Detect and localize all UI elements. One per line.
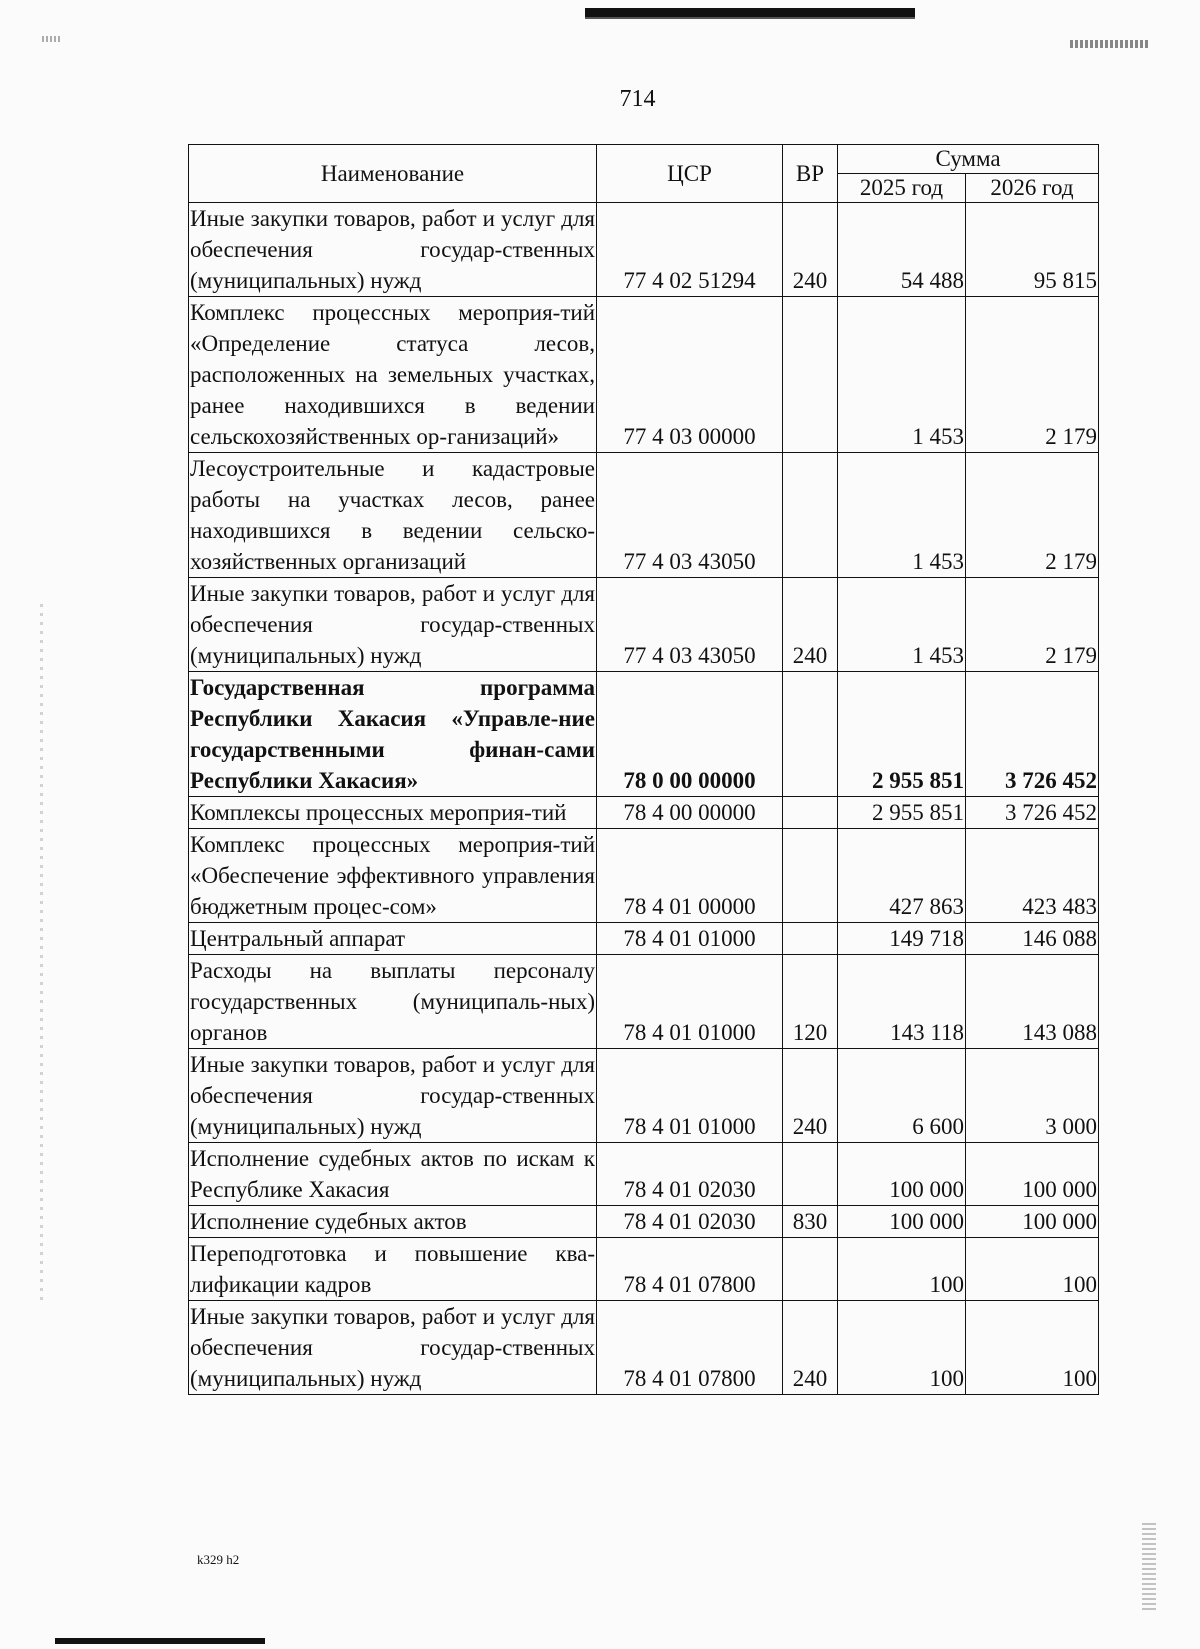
- cell-vr: 830: [783, 1206, 838, 1238]
- table-row: [189, 1143, 1099, 1206]
- table-row: [189, 672, 1099, 797]
- cell-csr: 78 4 01 01000: [597, 955, 783, 1049]
- header-row-top: [189, 145, 1099, 174]
- cell-vr: [783, 453, 838, 578]
- cell-name: Комплекс процессных мероприя-тий «Обеспечение эффективного управления бюджетным процес-сом»: [189, 829, 597, 923]
- header-vr: ВР: [783, 145, 838, 203]
- scan-artifact-left-edge: [40, 600, 43, 1300]
- cell-csr: 78 4 01 01000: [597, 1049, 783, 1143]
- scan-bottom-bar: [55, 1638, 265, 1644]
- scan-artifact-right-edge: [1142, 1520, 1156, 1610]
- cell-csr: 78 4 01 07800: [597, 1238, 783, 1301]
- cell-name: Переподготовка и повышение ква-лификации кадров: [189, 1238, 597, 1301]
- cell-name: Исполнение судебных актов по искам к Республике Хакасия: [189, 1143, 597, 1206]
- cell-csr: 78 4 01 00000: [597, 829, 783, 923]
- page-number: 714: [619, 86, 656, 112]
- table-row: [189, 453, 1099, 578]
- cell-vr: 240: [783, 203, 838, 297]
- cell-sum-2026: 423 483: [966, 829, 1099, 923]
- cell-sum-2026: 3 000: [966, 1049, 1099, 1143]
- cell-name: Исполнение судебных актов: [189, 1206, 597, 1238]
- cell-sum-2025: 143 118: [838, 955, 966, 1049]
- table-row: [189, 578, 1099, 672]
- table-body: [189, 203, 1099, 1395]
- cell-sum-2025: 2 955 851: [838, 797, 966, 829]
- cell-csr: 78 4 01 02030: [597, 1143, 783, 1206]
- cell-vr: [783, 829, 838, 923]
- cell-name: Иные закупки товаров, работ и услуг для обеспечения государ-ственных (муниципальных) нужд: [189, 1301, 597, 1395]
- header-name: Наименование: [189, 145, 597, 203]
- cell-name: Центральный аппарат: [189, 923, 597, 955]
- table-header: [189, 145, 1099, 203]
- cell-name: Расходы на выплаты персоналу государственных (муниципаль-ных) органов: [189, 955, 597, 1049]
- cell-sum-2025: 100: [838, 1301, 966, 1395]
- cell-csr: 78 4 01 01000: [597, 923, 783, 955]
- scan-top-bar: [585, 8, 915, 17]
- cell-vr: 240: [783, 578, 838, 672]
- cell-csr: 78 0 00 00000: [597, 672, 783, 797]
- cell-vr: [783, 797, 838, 829]
- header-year-2025: 2025 год: [838, 174, 966, 203]
- cell-sum-2025: 54 488: [838, 203, 966, 297]
- cell-vr: [783, 1143, 838, 1206]
- table-row: [189, 955, 1099, 1049]
- cell-name: Государственная программа Республики Хакасия «Управле-ние государственными финан-сами Республики Хакасия»: [189, 672, 597, 797]
- table-row: [189, 1049, 1099, 1143]
- header-year-2026: 2026 год: [966, 174, 1099, 203]
- table-row: [189, 1301, 1099, 1395]
- cell-csr: 78 4 00 00000: [597, 797, 783, 829]
- cell-vr: [783, 297, 838, 453]
- cell-csr: 77 4 03 00000: [597, 297, 783, 453]
- cell-sum-2025: 100 000: [838, 1206, 966, 1238]
- table-row: [189, 1238, 1099, 1301]
- cell-sum-2026: 3 726 452: [966, 672, 1099, 797]
- cell-sum-2025: 427 863: [838, 829, 966, 923]
- table-row: [189, 297, 1099, 453]
- cell-vr: [783, 672, 838, 797]
- cell-csr: 77 4 03 43050: [597, 453, 783, 578]
- cell-vr: 120: [783, 955, 838, 1049]
- cell-csr: 77 4 02 51294: [597, 203, 783, 297]
- scan-artifact-top-left: [42, 36, 60, 42]
- cell-sum-2026: 100: [966, 1301, 1099, 1395]
- table-row: [189, 797, 1099, 829]
- cell-sum-2026: 2 179: [966, 453, 1099, 578]
- cell-sum-2025: 1 453: [838, 578, 966, 672]
- cell-name: Иные закупки товаров, работ и услуг для обеспечения государ-ственных (муниципальных) нужд: [189, 578, 597, 672]
- cell-csr: 78 4 01 02030: [597, 1206, 783, 1238]
- scan-artifact-top-right: [1070, 40, 1150, 48]
- cell-sum-2025: 149 718: [838, 923, 966, 955]
- cell-csr: 77 4 03 43050: [597, 578, 783, 672]
- cell-vr: [783, 923, 838, 955]
- header-sum: Сумма: [838, 145, 1099, 174]
- cell-sum-2026: 100: [966, 1238, 1099, 1301]
- cell-csr: 78 4 01 07800: [597, 1301, 783, 1395]
- cell-sum-2025: 100 000: [838, 1143, 966, 1206]
- cell-sum-2026: 2 179: [966, 297, 1099, 453]
- cell-sum-2025: 100: [838, 1238, 966, 1301]
- cell-sum-2026: 3 726 452: [966, 797, 1099, 829]
- cell-name: Иные закупки товаров, работ и услуг для обеспечения государ-ственных (муниципальных) нужд: [189, 1049, 597, 1143]
- table-row: [189, 203, 1099, 297]
- cell-sum-2025: 1 453: [838, 453, 966, 578]
- table-row: [189, 1206, 1099, 1238]
- cell-name: Иные закупки товаров, работ и услуг для обеспечения государ-ственных (муниципальных) нужд: [189, 203, 597, 297]
- cell-sum-2026: 100 000: [966, 1206, 1099, 1238]
- cell-name: Лесоустроительные и кадастровые работы на участках лесов, ранее находившихся в ведении сельско-хозяйственных организаций: [189, 453, 597, 578]
- cell-name: Комплексы процессных мероприя-тий: [189, 797, 597, 829]
- cell-vr: [783, 1238, 838, 1301]
- footer-code: k329 h2: [197, 1552, 240, 1567]
- scan-top-bar-shadow: [585, 17, 915, 19]
- table-row: [189, 923, 1099, 955]
- budget-table: [188, 144, 1099, 1395]
- table-row: [189, 829, 1099, 923]
- cell-sum-2025: 6 600: [838, 1049, 966, 1143]
- cell-sum-2025: 1 453: [838, 297, 966, 453]
- cell-sum-2026: 95 815: [966, 203, 1099, 297]
- cell-sum-2026: 100 000: [966, 1143, 1099, 1206]
- cell-sum-2026: 146 088: [966, 923, 1099, 955]
- cell-vr: 240: [783, 1301, 838, 1395]
- cell-sum-2026: 2 179: [966, 578, 1099, 672]
- cell-sum-2025: 2 955 851: [838, 672, 966, 797]
- cell-name: Комплекс процессных мероприя-тий «Определение статуса лесов, расположенных на земельных участках, ранее находившихся в ведении сельскохозяйственных ор-ганизаций»: [189, 297, 597, 453]
- header-csr: ЦСР: [597, 145, 783, 203]
- cell-vr: 240: [783, 1049, 838, 1143]
- cell-sum-2026: 143 088: [966, 955, 1099, 1049]
